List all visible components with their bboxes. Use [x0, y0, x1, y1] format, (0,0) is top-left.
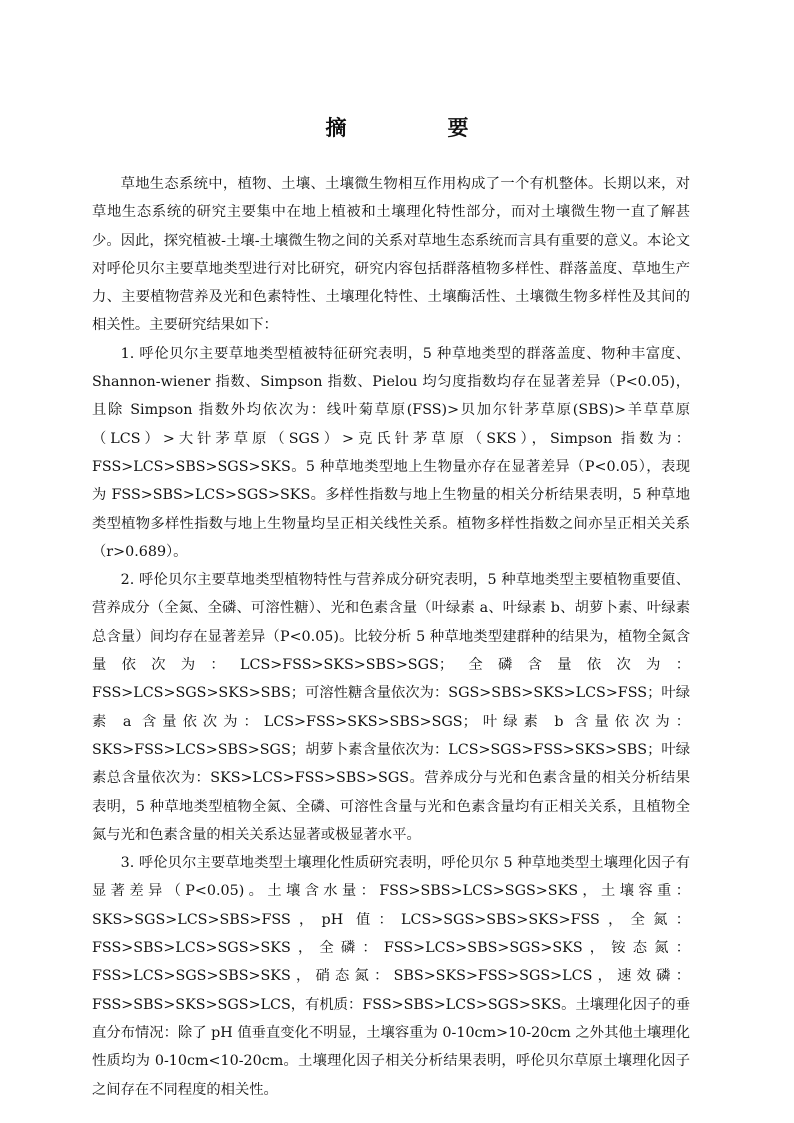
page-title: 摘 要 — [325, 116, 509, 140]
paragraph-result-3: 3. 呼伦贝尔主要草地类型土壤理化性质研究表明，呼伦贝尔 5 种草地类型土壤理化因子有显著差异（P<0.05)。土壤含水量：FSS>SBS>LCS>SGS>SKS，土壤容重：SKS>SGS>LCS>SBS>FSS，pH 值：LCS>SGS>SBS>SKS>FSS，全氮：FSS>SBS>LCS>SGS>SKS，全磷：FSS>LCS>SBS>SGS>SKS，铵态氮：FSS>LCS>SGS>SBS>SKS，硝态氮：SBS>SKS>FSS>SGS>LCS，速效磷：FSS>SBS>SKS>SGS>LCS，有机质：FSS>SBS>LCS>SGS>SKS。土壤理化因子的垂直分布情况：除了 pH 值垂直变化不明显，土壤容重为 0-10cm>10-20cm 之外其他土壤理化性质均为 0-10cm<10-20cm。土壤理化因子相关分析结果表明，呼伦贝尔草原土壤理化因子之间存在不同程度的相关性。 — [92, 855, 690, 1098]
paragraph-result-2: 2. 呼伦贝尔主要草地类型植物特性与营养成分研究表明，5 种草地类型主要植物重要值、营养成分（全氮、全磷、可溶性糖）、光和色素含量（叶绿素 a、叶绿素 b、胡萝卜素、叶绿素总含量）间均存在显著差异（P<0.05)。比较分析 5 种草地类型建群种的结果为，植物全氮含量依次为：LCS>FSS>SKS>SBS>SGS；全磷含量依次为：FSS>LCS>SGS>SKS>SBS；可溶性糖含量依次为：SGS>SBS>SKS>LCS>FSS；叶绿素 a 含量依次为：LCS>FSS>SKS>SBS>SGS；叶绿素 b 含量依次为：SKS>FSS>LCS>SBS>SGS；胡萝卜素含量依次为：LCS>SGS>FSS>SKS>SBS；叶绿素总含量依次为：SKS>LCS>FSS>SBS>SGS。营养成分与光和色素含量的相关分析结果表明，5 种草地类型植物全氮、全磷、可溶性含量与光和色素含量均有正相关关系，且植物全氮与光和色素含量的相关关系达显著或极显著水平。 — [92, 572, 690, 843]
abstract-body — [92, 170, 690, 1104]
paragraph-intro: 草地生态系统中，植物、土壤、土壤微生物相互作用构成了一个有机整体。长期以来，对草地生态系统的研究主要集中在地上植被和土壤理化特性部分，而对土壤微生物一直了解甚少。因此，探究植被-土壤-土壤微生物之间的关系对草地生态系统而言具有重要的意义。本论文对呼伦贝尔主要草地类型进行对比研究，研究内容包括群落植物多样性、群落盖度、草地生产力、主要植物营养及光和色素特性、土壤理化特性、土壤酶活性、土壤微生物多样性及其间的相关性。主要研究结果如下： — [92, 176, 690, 334]
paragraph-result-1: 1. 呼伦贝尔主要草地类型植被特征研究表明，5 种草地类型的群落盖度、物种丰富度、Shannon-wiener 指数、Simpson 指数、Pielou 均匀度指数均存在显著差异（P<0.05)，且除 Simpson 指数外均依次为：线叶菊草原(FSS)>贝加尔针茅草原(SBS)>羊草草原（LCS）>大针茅草原（SGS）>克氏针茅草原（SKS），Simpson 指数为：FSS>LCS>SBS>SGS>SKS。5 种草地类型地上生物量亦存在显著差异（P<0.05），表现为 FSS>SBS>LCS>SGS>SKS。多样性指数与地上生物量的相关分析结果表明，5 种草地类型植物多样性指数与地上生物量均呈正相关线性关系。植物多样性指数之间亦呈正相关关系（r>0.689）。 — [92, 345, 690, 560]
